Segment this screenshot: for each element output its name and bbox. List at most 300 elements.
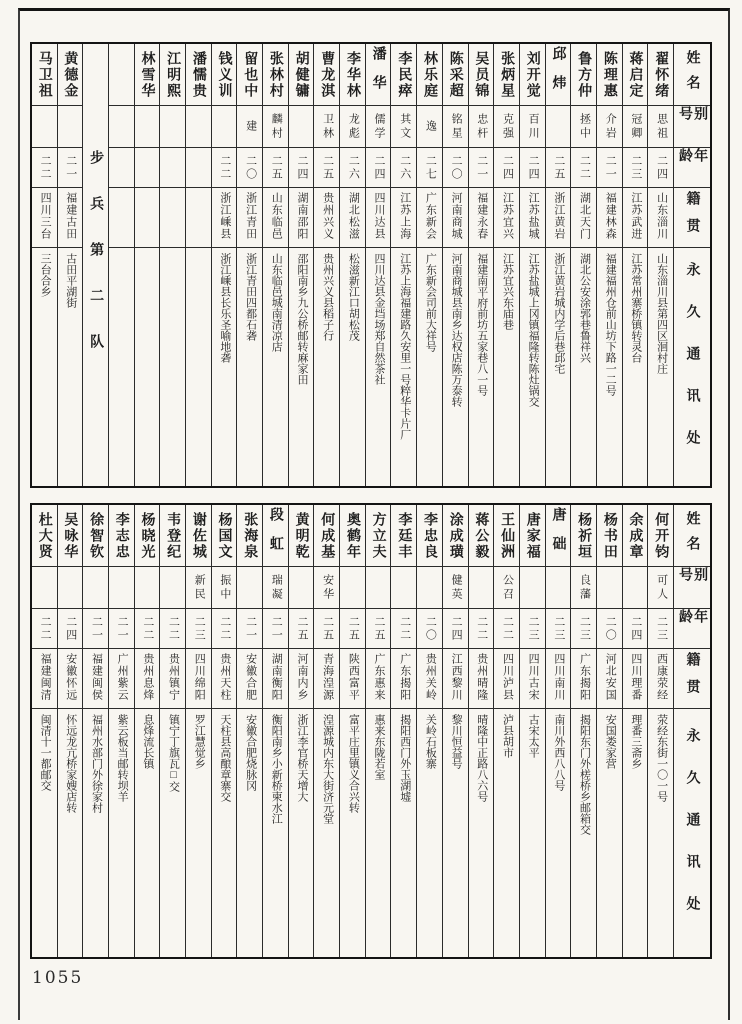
alias-cell xyxy=(135,106,160,148)
alias-cell xyxy=(366,567,391,609)
age-text: 二五 xyxy=(373,615,386,642)
address-cell xyxy=(58,248,83,486)
name-text: 杨国文 xyxy=(216,511,232,560)
native-text: 陕西富平 xyxy=(347,653,360,701)
age-cell xyxy=(160,148,185,188)
age-text: 二六 xyxy=(398,154,411,181)
name-cell xyxy=(289,44,314,106)
person-column xyxy=(546,505,572,957)
row-header-native-place: 籍贯 xyxy=(684,190,700,245)
age-text: 二二 xyxy=(39,154,52,181)
name-cell xyxy=(32,505,57,567)
address-text: 南川外西八八号 xyxy=(552,714,565,791)
native-place-cell xyxy=(391,649,416,709)
native-place-cell xyxy=(263,188,288,248)
person-column xyxy=(571,44,597,486)
native-text: 贵州兴义 xyxy=(321,192,334,240)
name-text: 方立夫 xyxy=(370,511,386,560)
native-text: 福建林森 xyxy=(604,192,617,240)
name-text: 杨祈垣 xyxy=(576,511,592,560)
person-column xyxy=(58,44,84,486)
empty-column xyxy=(109,44,135,486)
name-text: 唐家福 xyxy=(524,511,540,560)
age-cell xyxy=(469,609,494,649)
address-cell xyxy=(289,709,314,957)
person-column xyxy=(597,44,623,486)
alias-text: 铭星 xyxy=(450,112,463,141)
name-cell xyxy=(443,505,468,567)
age-text: 二三 xyxy=(655,615,668,642)
alias-cell xyxy=(263,106,288,148)
age-text: 二四 xyxy=(629,615,642,642)
age-text: 二四 xyxy=(373,154,386,181)
name-cell xyxy=(58,505,83,567)
address-text: 江苏常州寨桥镇转灵台 xyxy=(629,253,642,363)
native-text: 福建古田 xyxy=(64,192,77,240)
address-text: 罗江慧觉乡 xyxy=(193,714,206,769)
alias-text: 健英 xyxy=(450,573,463,602)
age-cell xyxy=(212,609,237,649)
name-cell xyxy=(494,505,519,567)
alias-cell xyxy=(494,106,519,148)
alias-cell xyxy=(212,106,237,148)
age-cell xyxy=(289,609,314,649)
native-place-cell xyxy=(109,188,134,248)
native-text: 广州紫云 xyxy=(116,653,129,701)
native-place-cell xyxy=(289,188,314,248)
age-text: 二五 xyxy=(295,615,308,642)
name-cell xyxy=(520,505,545,567)
name-text: 王仙洲 xyxy=(499,511,515,560)
native-text: 湖南邵阳 xyxy=(295,192,308,240)
age-text: 二〇 xyxy=(604,615,617,642)
name-text: 杨晓光 xyxy=(139,511,155,560)
alias-cell xyxy=(417,106,442,148)
roster-table-top xyxy=(30,42,712,488)
alias-cell xyxy=(340,567,365,609)
age-cell xyxy=(340,148,365,188)
alias-cell xyxy=(443,106,468,148)
alias-cell xyxy=(32,106,57,148)
name-cell xyxy=(186,44,211,106)
alias-cell xyxy=(314,106,339,148)
person-column xyxy=(417,44,443,486)
address-cell xyxy=(135,709,160,957)
name-cell xyxy=(417,44,442,106)
native-place-cell xyxy=(32,188,57,248)
native-place-cell xyxy=(469,188,494,248)
native-place-cell xyxy=(186,188,211,248)
age-text: 二五 xyxy=(270,154,283,181)
address-cell xyxy=(546,709,571,957)
native-place-cell xyxy=(366,649,391,709)
age-text: 二一 xyxy=(270,615,283,642)
address-cell xyxy=(263,248,288,486)
alias-cell xyxy=(571,567,596,609)
age-cell xyxy=(443,148,468,188)
native-text: 安徽怀远 xyxy=(64,653,77,701)
address-text: 山东临邑城南清凉店 xyxy=(270,253,283,352)
address-cell xyxy=(109,709,134,957)
alias-cell xyxy=(237,567,262,609)
unit-label: 步兵第二队 xyxy=(88,150,104,380)
person-column xyxy=(469,44,495,486)
name-text: 翟怀绪 xyxy=(653,50,669,99)
alias-text: 克强 xyxy=(501,112,514,141)
name-cell xyxy=(391,505,416,567)
age-cell xyxy=(623,609,648,649)
age-cell xyxy=(648,148,673,188)
name-cell xyxy=(648,505,673,567)
native-text: 浙江嵊县 xyxy=(218,192,231,240)
address-text: 黎川恒益号 xyxy=(450,714,463,769)
person-column xyxy=(494,44,520,486)
name-text: 黄明乾 xyxy=(293,511,309,560)
native-place-cell xyxy=(212,649,237,709)
name-cell xyxy=(648,44,673,106)
alias-cell xyxy=(623,106,648,148)
age-cell xyxy=(366,609,391,649)
address-cell xyxy=(186,248,211,486)
name-cell xyxy=(160,505,185,567)
page-number: 1055 xyxy=(32,968,84,988)
name-text: 唐础 xyxy=(550,506,566,565)
native-place-cell xyxy=(494,649,519,709)
name-text: 奥鹤年 xyxy=(344,511,360,560)
age-text: 二五 xyxy=(552,154,565,181)
age-text: 二五 xyxy=(347,615,360,642)
name-text: 蒋公毅 xyxy=(473,511,489,560)
native-text: 湖南衡阳 xyxy=(270,653,283,701)
name-text: 徐智钦 xyxy=(88,511,104,560)
age-text: 二一 xyxy=(90,615,103,642)
native-text: 福建闽侯 xyxy=(90,653,103,701)
address-text: 天柱县高酿章寨交 xyxy=(218,714,231,802)
native-place-cell xyxy=(109,649,134,709)
age-cell xyxy=(263,148,288,188)
age-text: 二三 xyxy=(578,615,591,642)
alias-text: 振中 xyxy=(218,573,231,602)
name-cell xyxy=(109,44,134,106)
age-cell xyxy=(597,148,622,188)
age-text: 二四 xyxy=(501,154,514,181)
name-cell xyxy=(417,505,442,567)
age-cell xyxy=(520,148,545,188)
name-cell xyxy=(237,505,262,567)
age-cell xyxy=(32,609,57,649)
native-place-cell xyxy=(289,649,314,709)
native-place-cell xyxy=(160,649,185,709)
name-cell xyxy=(469,505,494,567)
name-text: 何开钧 xyxy=(653,511,669,560)
address-text: 江苏上海福建路久安里一号粹华卡片厂 xyxy=(398,253,411,440)
name-cell xyxy=(160,44,185,106)
alias-text: 瑞凝 xyxy=(270,573,283,602)
native-text: 西康荥经 xyxy=(655,653,668,701)
name-text: 李廷丰 xyxy=(396,511,412,560)
address-cell xyxy=(623,248,648,486)
address-text: 邵阳南乡九公桥邮转麻家田 xyxy=(295,253,308,385)
alias-text: 卫林 xyxy=(321,112,334,141)
address-text: 广东新会司前大祥号 xyxy=(424,253,437,352)
native-place-cell xyxy=(340,188,365,248)
age-cell xyxy=(469,148,494,188)
address-cell xyxy=(314,709,339,957)
name-cell xyxy=(212,505,237,567)
alias-cell xyxy=(109,106,134,148)
alias-cell xyxy=(443,567,468,609)
address-cell xyxy=(32,709,57,957)
name-cell xyxy=(83,505,108,567)
name-text: 吴咏华 xyxy=(62,511,78,560)
alias-cell xyxy=(597,567,622,609)
address-text: 福州水部门外徐家村 xyxy=(90,714,103,813)
address-cell xyxy=(340,709,365,957)
age-text: 二一 xyxy=(64,154,77,181)
age-text: 二〇 xyxy=(450,154,463,181)
address-cell xyxy=(391,248,416,486)
name-text: 李志忠 xyxy=(113,511,129,560)
age-cell xyxy=(571,148,596,188)
person-column xyxy=(314,505,340,957)
name-text: 余成章 xyxy=(627,511,643,560)
age-text: 二二 xyxy=(578,154,591,181)
native-text: 江西黎川 xyxy=(450,653,463,701)
address-cell xyxy=(391,709,416,957)
age-cell xyxy=(494,609,519,649)
address-cell xyxy=(263,709,288,957)
name-cell xyxy=(109,505,134,567)
name-cell xyxy=(571,505,596,567)
alias-cell xyxy=(546,106,571,148)
alias-cell xyxy=(212,567,237,609)
name-text: 段虹 xyxy=(267,506,283,565)
person-column xyxy=(135,44,161,486)
name-cell xyxy=(546,44,571,106)
name-text: 李忠良 xyxy=(422,511,438,560)
address-cell xyxy=(58,709,83,957)
native-place-cell xyxy=(186,649,211,709)
age-cell xyxy=(417,148,442,188)
age-cell xyxy=(237,148,262,188)
age-text: 二四 xyxy=(655,154,668,181)
native-place-cell xyxy=(623,649,648,709)
person-column xyxy=(32,44,58,486)
native-text: 广东惠来 xyxy=(373,653,386,701)
alias-text: 公召 xyxy=(501,573,514,602)
native-text: 四川南川 xyxy=(552,653,565,701)
person-column xyxy=(648,44,674,486)
person-column xyxy=(83,505,109,957)
row-header-name: 姓名 xyxy=(684,49,700,100)
name-cell xyxy=(340,505,365,567)
name-cell xyxy=(237,44,262,106)
address-text: 浙江青田四都石砻 xyxy=(244,253,257,341)
native-place-cell xyxy=(391,188,416,248)
native-place-cell xyxy=(32,649,57,709)
name-cell xyxy=(443,44,468,106)
name-text: 李民瘁 xyxy=(396,50,412,99)
name-cell xyxy=(391,44,416,106)
address-text: 荥经东街一〇一号 xyxy=(655,714,668,802)
name-cell xyxy=(571,44,596,106)
address-cell xyxy=(83,709,108,957)
alias-text: 可人 xyxy=(655,573,668,602)
name-cell xyxy=(597,44,622,106)
person-column xyxy=(494,505,520,957)
name-cell xyxy=(546,505,571,567)
age-text: 二四 xyxy=(64,615,77,642)
age-cell xyxy=(366,148,391,188)
name-cell xyxy=(135,44,160,106)
person-column xyxy=(289,44,315,486)
address-cell xyxy=(648,248,673,486)
alias-text: 逸 xyxy=(424,119,437,134)
alias-text: 龙彪 xyxy=(347,112,360,141)
address-text: 理番三斋乡 xyxy=(629,714,642,769)
person-column xyxy=(340,44,366,486)
address-text: 湟源城内东大街济元堂 xyxy=(321,714,334,824)
name-text: 吴员锦 xyxy=(473,50,489,99)
alias-cell xyxy=(520,106,545,148)
person-column xyxy=(340,505,366,957)
person-column xyxy=(417,505,443,957)
person-column xyxy=(520,505,546,957)
row-header-column xyxy=(674,44,710,486)
name-text: 陈采超 xyxy=(447,50,463,99)
age-text: 二二 xyxy=(141,615,154,642)
name-text: 林雪华 xyxy=(139,50,155,99)
address-cell xyxy=(109,248,134,486)
unit-label-column xyxy=(83,44,109,486)
address-cell xyxy=(314,248,339,486)
name-text: 张炳星 xyxy=(499,50,515,99)
alias-cell xyxy=(263,567,288,609)
address-cell xyxy=(135,248,160,486)
age-cell xyxy=(571,609,596,649)
name-cell xyxy=(212,44,237,106)
native-text: 福建闽清 xyxy=(39,653,52,701)
age-text: 二一 xyxy=(475,154,488,181)
age-text: 二三 xyxy=(552,615,565,642)
age-cell xyxy=(623,148,648,188)
alias-cell xyxy=(160,106,185,148)
native-place-cell xyxy=(597,188,622,248)
native-text: 广东新会 xyxy=(424,192,437,240)
name-text: 韦登纪 xyxy=(165,511,181,560)
person-column xyxy=(648,505,674,957)
address-cell xyxy=(340,248,365,486)
age-cell xyxy=(546,609,571,649)
row-header-age: 年龄 xyxy=(677,148,708,173)
address-text: 富平庄里镇义合兴转 xyxy=(347,714,360,813)
person-column xyxy=(289,505,315,957)
native-text: 安徽合肥 xyxy=(244,653,257,701)
native-text: 江苏盐城 xyxy=(527,192,540,240)
person-column xyxy=(263,505,289,957)
age-cell xyxy=(186,148,211,188)
native-text: 浙江青田 xyxy=(244,192,257,240)
person-column xyxy=(237,44,263,486)
native-place-cell xyxy=(237,649,262,709)
native-place-cell xyxy=(83,649,108,709)
native-place-cell xyxy=(546,649,571,709)
native-place-cell xyxy=(314,649,339,709)
address-cell xyxy=(520,248,545,486)
native-place-cell xyxy=(314,188,339,248)
native-text: 广东揭阳 xyxy=(578,653,591,701)
age-cell xyxy=(494,148,519,188)
address-text: 泸县胡市 xyxy=(501,714,514,758)
address-text: 江苏宜兴东庙巷 xyxy=(501,253,514,330)
native-place-cell xyxy=(58,649,83,709)
native-text: 青海湟源 xyxy=(321,653,334,701)
alias-text: 其文 xyxy=(398,112,411,141)
alias-cell xyxy=(32,567,57,609)
row-header-native-place: 籍贯 xyxy=(684,651,700,706)
age-text: 二二 xyxy=(167,615,180,642)
person-column xyxy=(58,505,84,957)
native-text: 四川三台 xyxy=(39,192,52,240)
address-text: 四川达县金垱场郑自然茶社 xyxy=(373,253,386,385)
name-cell xyxy=(366,44,391,106)
native-text: 四川古宋 xyxy=(527,653,540,701)
person-column xyxy=(469,505,495,957)
alias-text: 思祖 xyxy=(655,112,668,141)
address-cell xyxy=(571,709,596,957)
address-cell xyxy=(546,248,571,486)
age-cell xyxy=(417,609,442,649)
row-header-alias: 别号 xyxy=(677,567,708,592)
alias-cell xyxy=(135,567,160,609)
alias-cell xyxy=(571,106,596,148)
alias-cell xyxy=(648,106,673,148)
age-cell xyxy=(160,609,185,649)
native-place-cell xyxy=(237,188,262,248)
native-text: 四川泸县 xyxy=(501,653,514,701)
address-cell xyxy=(648,709,673,957)
name-text: 陈理惠 xyxy=(601,50,617,99)
native-text: 湖北松滋 xyxy=(347,192,360,240)
age-cell xyxy=(648,609,673,649)
name-cell xyxy=(289,505,314,567)
name-cell xyxy=(623,44,648,106)
person-column xyxy=(314,44,340,486)
name-cell xyxy=(469,44,494,106)
address-text: 河南商城县南乡达权店陈万泰转 xyxy=(450,253,463,407)
alias-cell xyxy=(494,567,519,609)
person-column xyxy=(160,505,186,957)
name-cell xyxy=(263,505,288,567)
person-column xyxy=(623,505,649,957)
alias-text: 儒学 xyxy=(373,112,386,141)
address-text: 闽清十一都邮交 xyxy=(39,714,52,791)
address-cell xyxy=(237,709,262,957)
address-cell xyxy=(212,248,237,486)
native-place-cell xyxy=(160,188,185,248)
alias-text: 冠卿 xyxy=(629,112,642,141)
native-place-cell xyxy=(263,649,288,709)
native-text: 四川绵阳 xyxy=(193,653,206,701)
age-cell xyxy=(109,148,134,188)
address-cell xyxy=(494,248,519,486)
age-text: 二二 xyxy=(218,615,231,642)
native-place-cell xyxy=(340,649,365,709)
alias-cell xyxy=(160,567,185,609)
person-column xyxy=(186,44,212,486)
address-cell xyxy=(160,248,185,486)
alias-text: 新民 xyxy=(193,573,206,602)
